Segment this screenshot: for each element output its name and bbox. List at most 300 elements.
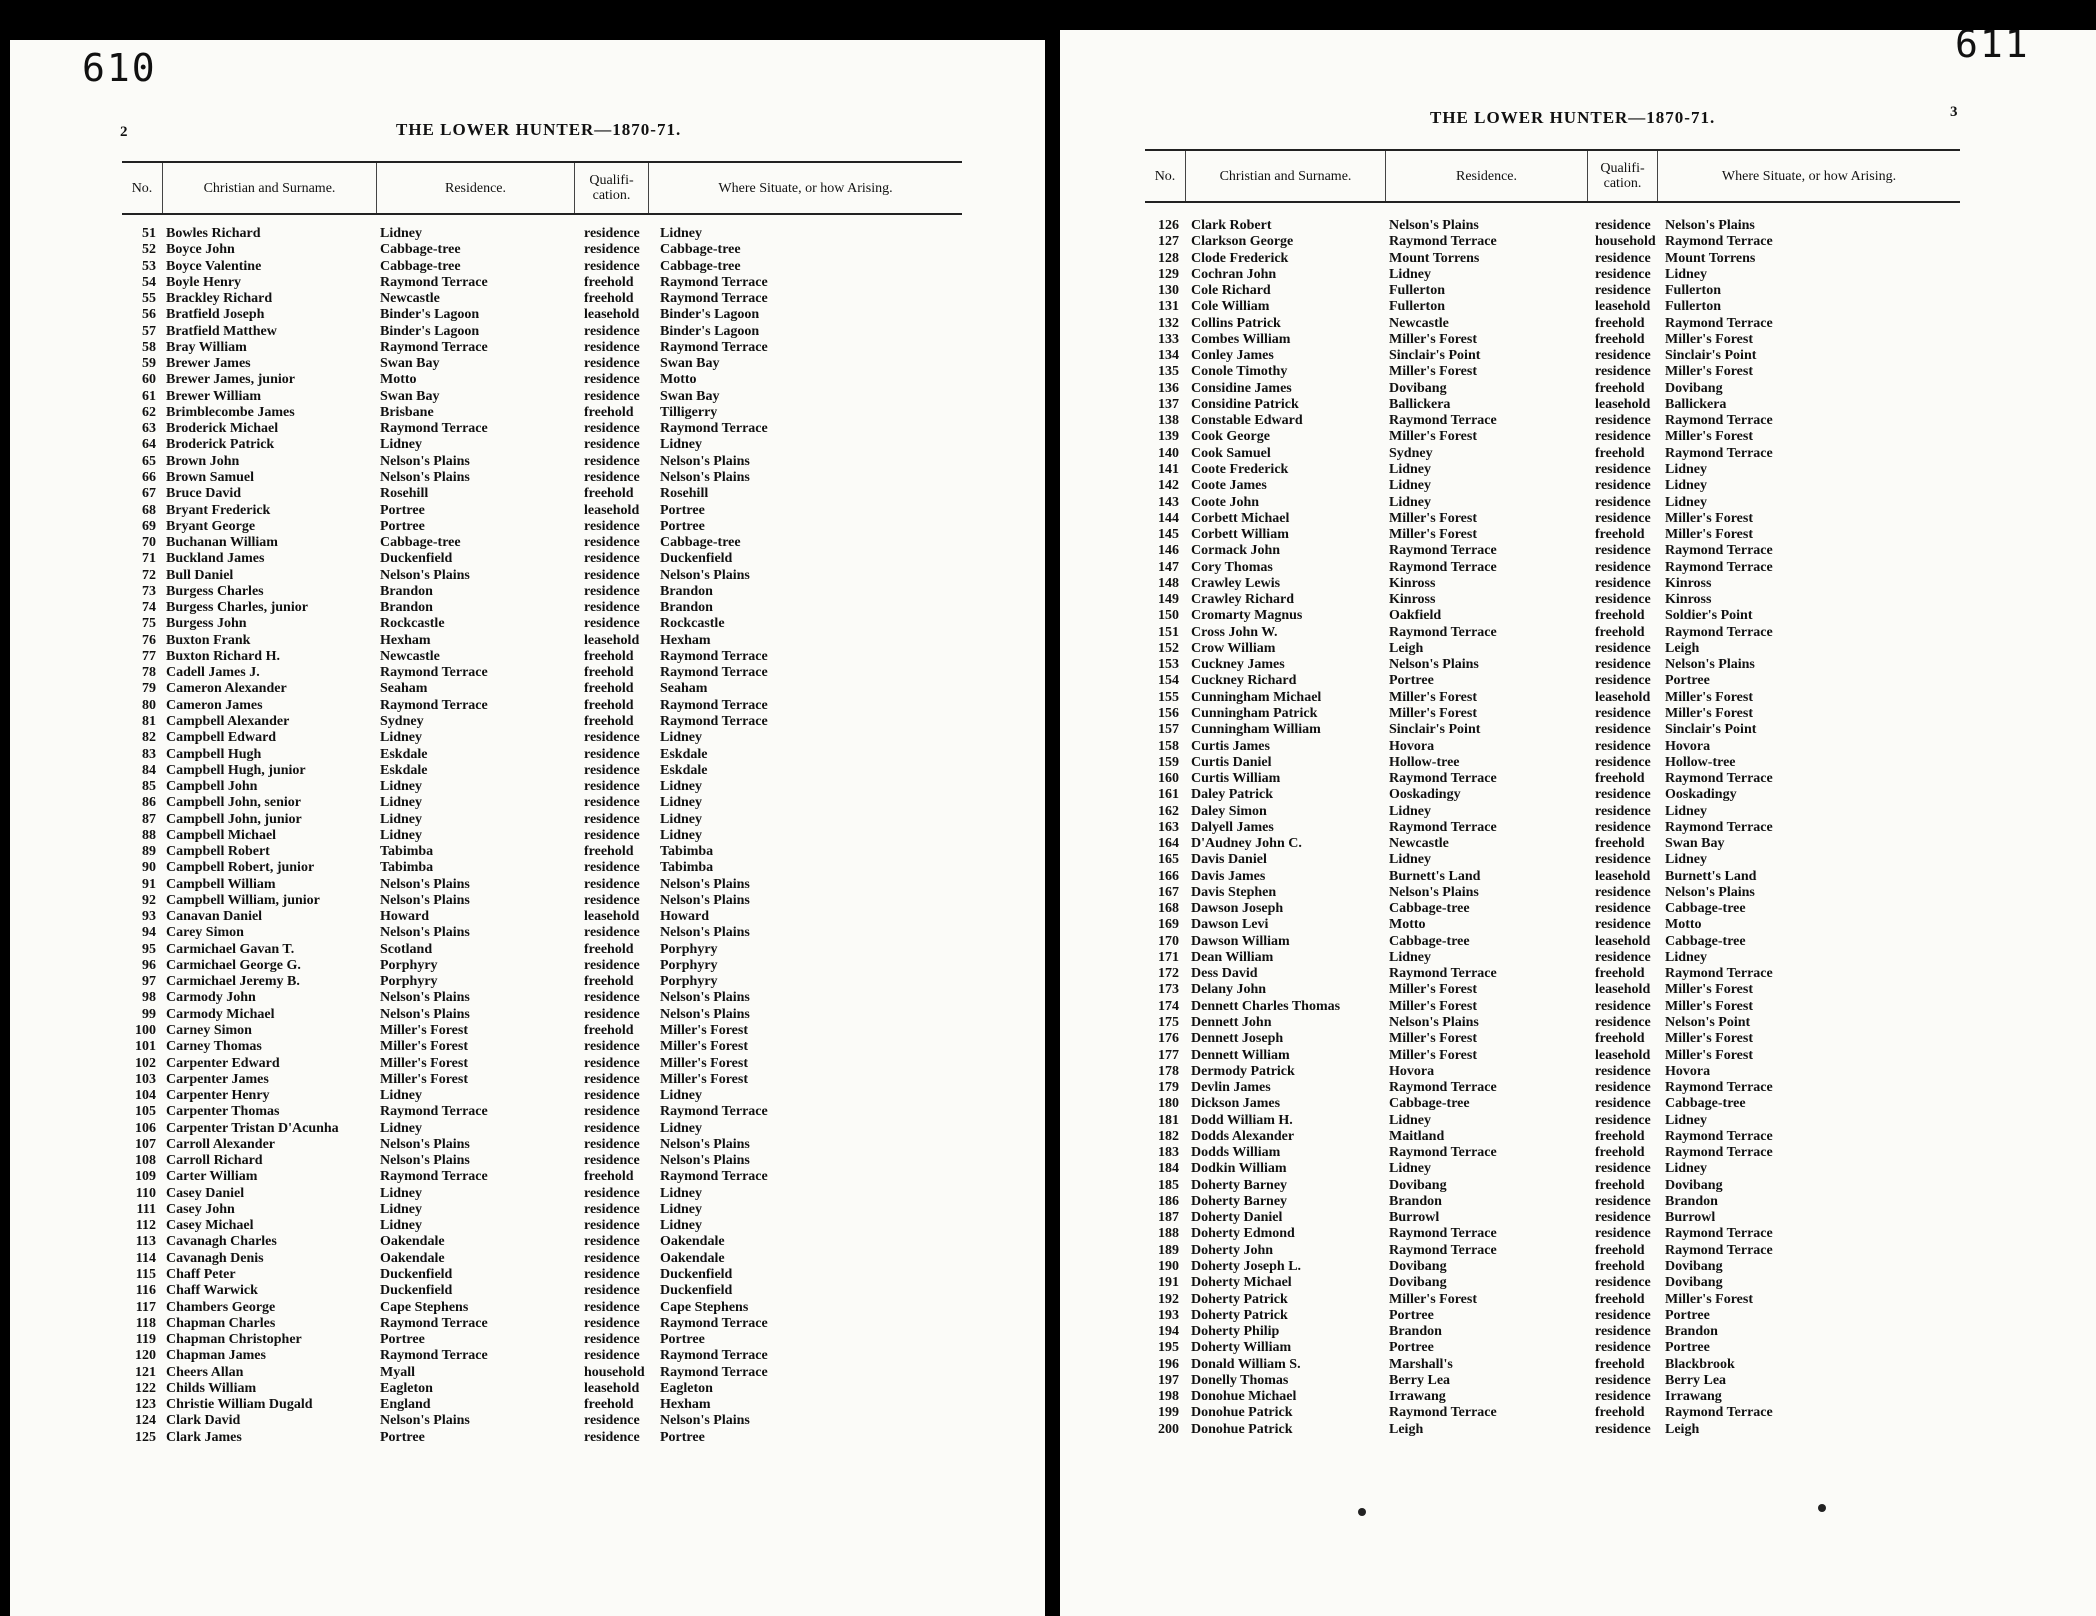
entry-where: Hollow-tree xyxy=(1665,754,1736,770)
entry-where: Ballickera xyxy=(1665,396,1727,412)
entry-name: Corbett William xyxy=(1191,527,1289,543)
entry-name: Chapman Christopher xyxy=(166,1332,302,1348)
table-row xyxy=(122,958,962,974)
entry-name: Brewer James, junior xyxy=(166,372,295,388)
entry-residence: Raymond Terrace xyxy=(1389,966,1497,982)
table-row xyxy=(1145,1048,1960,1064)
entry-where: Raymond Terrace xyxy=(660,1169,768,1185)
entry-qualification: freehold xyxy=(1595,331,1645,347)
entry-qualification: residence xyxy=(584,600,640,616)
entry-name: Casey John xyxy=(166,1201,235,1217)
entry-name: Daley Simon xyxy=(1191,803,1267,819)
entry-where: Burnett's Land xyxy=(1665,868,1757,884)
page-title: THE LOWER HUNTER—1870-71. xyxy=(396,120,682,139)
entry-residence: Nelson's Plains xyxy=(1389,884,1479,900)
entry-where: Raymond Terrace xyxy=(1665,413,1773,429)
entry-number: 90 xyxy=(142,860,156,876)
entry-name: Doherty Barney xyxy=(1191,1177,1288,1193)
table-header xyxy=(1145,149,1960,203)
entry-residence: Lidney xyxy=(380,1185,423,1201)
entry-where: Dovibang xyxy=(1665,1177,1723,1193)
entry-name: Canavan Daniel xyxy=(166,909,263,925)
table-row xyxy=(122,1332,962,1348)
entry-where: Nelson's Plains xyxy=(660,1136,750,1152)
entry-qualification: residence xyxy=(1595,510,1651,526)
entry-number: 193 xyxy=(1158,1307,1179,1323)
entry-qualification: freehold xyxy=(584,681,634,697)
entry-name: Dess David xyxy=(1191,966,1258,982)
entry-qualification: freehold xyxy=(584,648,634,664)
entry-where: Porphyry xyxy=(660,974,718,990)
entry-residence: Tabimba xyxy=(380,860,434,876)
entry-number: 119 xyxy=(135,1332,156,1348)
entry-where: Miller's Forest xyxy=(660,1071,748,1087)
entry-name: Campbell William, junior xyxy=(166,892,320,908)
entry-number: 91 xyxy=(142,876,156,892)
table-row xyxy=(1145,901,1960,917)
entry-number: 110 xyxy=(135,1185,156,1201)
entry-number: 197 xyxy=(1158,1372,1179,1388)
entry-number: 73 xyxy=(142,583,156,599)
entry-residence: Scotland xyxy=(380,941,433,957)
entry-number: 166 xyxy=(1158,868,1179,884)
entry-number: 107 xyxy=(135,1136,156,1152)
entry-name: Combes William xyxy=(1191,331,1291,347)
entry-residence: Lidney xyxy=(380,1088,423,1104)
entry-number: 74 xyxy=(142,600,156,616)
entry-name: Doherty Edmond xyxy=(1191,1226,1295,1242)
entry-number: 80 xyxy=(142,697,156,713)
entry-residence: Rosehill xyxy=(380,486,429,502)
entry-where: Lidney xyxy=(660,730,703,746)
entry-number: 138 xyxy=(1158,413,1179,429)
entry-name: Buchanan William xyxy=(166,535,278,551)
entry-number: 133 xyxy=(1158,331,1179,347)
entry-name: Boyce Valentine xyxy=(166,258,262,274)
table-row xyxy=(1145,950,1960,966)
entry-residence: Miller's Forest xyxy=(380,1023,468,1039)
entry-name: Cunningham Michael xyxy=(1191,689,1322,705)
entry-qualification: freehold xyxy=(584,665,634,681)
entry-name: Carmichael Gavan T. xyxy=(166,941,295,957)
entry-where: Brandon xyxy=(660,583,713,599)
entry-residence: Eskdale xyxy=(380,762,428,778)
entry-where: Raymond Terrace xyxy=(660,421,768,437)
table-row xyxy=(122,763,962,779)
entry-qualification: residence xyxy=(1595,673,1651,689)
entry-where: Cabbage-tree xyxy=(660,242,741,258)
entry-number: 63 xyxy=(142,421,156,437)
entry-where: Lidney xyxy=(1665,494,1708,510)
entry-where: Raymond Terrace xyxy=(1665,234,1773,250)
entry-where: Miller's Forest xyxy=(1665,364,1753,380)
entry-name: Campbell John, senior xyxy=(166,795,301,811)
table-row xyxy=(1145,804,1960,820)
entry-number: 168 xyxy=(1158,901,1179,917)
entry-residence: Lidney xyxy=(380,226,423,241)
entry-number: 174 xyxy=(1158,998,1179,1014)
entry-name: Donohue Patrick xyxy=(1191,1405,1293,1421)
entry-qualification: residence xyxy=(1595,884,1651,900)
entry-number: 141 xyxy=(1158,461,1179,477)
entry-residence: Miller's Forest xyxy=(1389,429,1477,445)
entry-where: Porphyry xyxy=(660,941,718,957)
entry-name: Campbell William xyxy=(166,876,276,892)
entry-name: Doherty Joseph L. xyxy=(1191,1259,1302,1274)
table-row xyxy=(122,1169,962,1185)
entry-number: 81 xyxy=(142,713,156,729)
entry-name: Bratfield Joseph xyxy=(166,307,265,323)
entry-residence: Myall xyxy=(380,1364,415,1380)
table-row xyxy=(1145,251,1960,267)
entry-name: Christie William Dugald xyxy=(166,1397,313,1413)
entry-residence: Miller's Forest xyxy=(1389,364,1477,380)
entry-qualification: residence xyxy=(1595,1112,1651,1128)
entry-number: 180 xyxy=(1158,1096,1179,1112)
entry-where: Cabbage-tree xyxy=(660,535,741,551)
entry-qualification: residence xyxy=(584,795,640,811)
entry-residence: Sinclair's Point xyxy=(1389,722,1481,738)
entry-number: 156 xyxy=(1158,705,1179,721)
entry-residence: Kinross xyxy=(1389,592,1436,608)
entry-qualification: freehold xyxy=(584,404,634,420)
entry-name: Carpenter James xyxy=(166,1071,269,1087)
entry-residence: Oakfield xyxy=(1389,608,1442,624)
entry-residence: Raymond Terrace xyxy=(1389,1405,1497,1421)
table-row xyxy=(122,259,962,275)
entry-where: Nelson's Point xyxy=(1665,1015,1751,1031)
entry-name: Chaff Warwick xyxy=(166,1283,258,1299)
entry-where: Kinross xyxy=(1665,592,1712,608)
table-row xyxy=(1145,787,1960,803)
entry-residence: Seaham xyxy=(380,681,428,697)
entry-where: Miller's Forest xyxy=(660,1055,748,1071)
entry-where: Raymond Terrace xyxy=(660,339,768,355)
entry-number: 137 xyxy=(1158,396,1179,412)
entry-qualification: household xyxy=(1595,234,1656,250)
entry-number: 187 xyxy=(1158,1210,1179,1226)
entry-name: Bowles Richard xyxy=(166,226,261,241)
entry-where: Portree xyxy=(660,518,705,534)
ink-dot xyxy=(1818,1504,1826,1512)
entry-where: Raymond Terrace xyxy=(1665,966,1773,982)
entry-where: Fullerton xyxy=(1665,283,1721,299)
entry-qualification: residence xyxy=(1595,1340,1651,1356)
table-row xyxy=(1145,1275,1960,1291)
entry-name: Dodkin William xyxy=(1191,1161,1287,1177)
entry-residence: Oakendale xyxy=(380,1234,445,1250)
entry-name: Dennett John xyxy=(1191,1015,1272,1031)
entry-where: Ooskadingy xyxy=(1665,787,1737,803)
entry-qualification: residence xyxy=(1595,998,1651,1014)
table-row xyxy=(1145,316,1960,332)
entry-number: 192 xyxy=(1158,1291,1179,1307)
table-row xyxy=(122,665,962,681)
table-row xyxy=(122,828,962,844)
entry-number: 150 xyxy=(1158,608,1179,624)
entry-residence: Newcastle xyxy=(1389,315,1449,331)
entry-name: Coote John xyxy=(1191,494,1260,510)
table-row xyxy=(1145,1113,1960,1129)
entry-residence: Raymond Terrace xyxy=(380,665,488,681)
entry-where: Nelson's Plains xyxy=(660,990,750,1006)
entry-residence: Miller's Forest xyxy=(1389,1047,1477,1063)
entry-where: Cabbage-tree xyxy=(660,258,741,274)
entry-number: 123 xyxy=(135,1397,156,1413)
entry-number: 55 xyxy=(142,291,156,307)
table-row xyxy=(122,877,962,893)
entry-qualification: residence xyxy=(584,957,640,973)
entry-qualification: residence xyxy=(1595,803,1651,819)
entry-name: Cormack John xyxy=(1191,543,1281,559)
table-row xyxy=(122,1072,962,1088)
table-row xyxy=(122,372,962,388)
table-row xyxy=(1145,348,1960,364)
entry-qualification: freehold xyxy=(584,844,634,860)
entry-where: Miller's Forest xyxy=(1665,1291,1753,1307)
entry-residence: Binder's Lagoon xyxy=(380,323,480,339)
entry-where: Nelson's Plains xyxy=(660,1153,750,1169)
entry-qualification: leasehold xyxy=(584,502,640,518)
entry-residence: Raymond Terrace xyxy=(1389,771,1497,787)
entry-residence: Nelson's Plains xyxy=(380,567,470,583)
entry-residence: Miller's Forest xyxy=(380,1055,468,1071)
entry-qualification: residence xyxy=(1595,364,1651,380)
entry-qualification: freehold xyxy=(1595,380,1645,396)
entry-residence: Miller's Forest xyxy=(1389,689,1477,705)
table-row xyxy=(122,1153,962,1169)
entry-qualification: residence xyxy=(584,437,640,453)
entry-number: 76 xyxy=(142,632,156,648)
entry-residence: Lidney xyxy=(380,1201,423,1217)
entry-name: Dodds Alexander xyxy=(1191,1128,1295,1144)
table-row xyxy=(122,1137,962,1153)
table-row xyxy=(122,909,962,925)
entry-where: Rockcastle xyxy=(660,616,725,632)
entry-qualification: freehold xyxy=(1595,1356,1645,1372)
entry-number: 175 xyxy=(1158,1015,1179,1031)
entry-residence: Swan Bay xyxy=(380,388,440,404)
table-row xyxy=(122,242,962,258)
entry-number: 189 xyxy=(1158,1242,1179,1258)
entry-qualification: leasehold xyxy=(1595,1047,1651,1063)
entry-qualification: residence xyxy=(584,746,640,762)
entry-qualification: residence xyxy=(1595,754,1651,770)
entry-qualification: residence xyxy=(584,1120,640,1136)
entry-where: Raymond Terrace xyxy=(1665,819,1773,835)
entry-qualification: residence xyxy=(1595,1226,1651,1242)
table-row xyxy=(122,925,962,941)
entry-residence: Duckenfield xyxy=(380,1267,453,1282)
entry-where: Sinclair's Point xyxy=(1665,722,1757,738)
entry-name: Buxton Richard H. xyxy=(166,648,280,664)
entry-where: Leigh xyxy=(1665,640,1700,656)
table-row xyxy=(122,486,962,502)
entry-qualification: residence xyxy=(1595,559,1651,575)
entry-name: Cavanagh Denis xyxy=(166,1250,264,1266)
entry-qualification: residence xyxy=(1595,1389,1651,1405)
entry-residence: Raymond Terrace xyxy=(1389,1242,1497,1258)
entry-residence: Cabbage-tree xyxy=(380,258,461,274)
entry-residence: Fullerton xyxy=(1389,299,1445,315)
entry-number: 155 xyxy=(1158,689,1179,705)
entry-residence: Ooskadingy xyxy=(1389,787,1461,803)
entry-number: 112 xyxy=(135,1218,156,1234)
entry-where: Leigh xyxy=(1665,1421,1700,1437)
entry-residence: Kinross xyxy=(1389,575,1436,591)
entry-qualification: residence xyxy=(1595,852,1651,868)
entry-residence: Lidney xyxy=(380,779,423,795)
entry-name: Cross John W. xyxy=(1191,624,1278,640)
entry-number: 140 xyxy=(1158,445,1179,461)
entry-name: Doherty Patrick xyxy=(1191,1291,1288,1307)
entry-residence: Dovibang xyxy=(1389,380,1447,396)
table-row xyxy=(1145,852,1960,868)
entry-residence: Cabbage-tree xyxy=(380,535,461,551)
entry-residence: Lidney xyxy=(1389,1161,1432,1177)
entry-residence: Nelson's Plains xyxy=(380,876,470,892)
entry-residence: Newcastle xyxy=(380,291,440,307)
entry-name: Doherty William xyxy=(1191,1340,1292,1356)
entry-qualification: leasehold xyxy=(1595,933,1651,949)
entry-residence: Miller's Forest xyxy=(1389,705,1477,721)
entry-residence: Miller's Forest xyxy=(1389,1291,1477,1307)
entry-qualification: residence xyxy=(1595,1161,1651,1177)
entry-residence: Nelson's Plains xyxy=(380,892,470,908)
entry-qualification: leasehold xyxy=(1595,299,1651,315)
entry-residence: Lidney xyxy=(1389,1112,1432,1128)
entry-where: Raymond Terrace xyxy=(660,665,768,681)
entry-name: Carmichael Jeremy B. xyxy=(166,974,300,990)
entry-residence: Cape Stephens xyxy=(380,1299,469,1315)
entry-residence: Newcastle xyxy=(1389,836,1449,852)
entry-qualification: residence xyxy=(1595,543,1651,559)
entry-number: 132 xyxy=(1158,315,1179,331)
table-row xyxy=(1145,446,1960,462)
entry-number: 190 xyxy=(1158,1259,1179,1274)
entry-qualification: leasehold xyxy=(1595,868,1651,884)
entry-qualification: freehold xyxy=(1595,1242,1645,1258)
entry-name: Doherty John xyxy=(1191,1242,1274,1258)
entry-residence: Berry Lea xyxy=(1389,1372,1451,1388)
entry-name: Crawley Richard xyxy=(1191,592,1295,608)
entry-where: Raymond Terrace xyxy=(1665,1405,1773,1421)
entry-number: 163 xyxy=(1158,819,1179,835)
entry-qualification: freehold xyxy=(1595,608,1645,624)
entry-name: Cole Richard xyxy=(1191,283,1271,299)
entry-name: Dennett William xyxy=(1191,1047,1290,1063)
entry-name: Brewer William xyxy=(166,388,262,404)
entry-residence: Hexham xyxy=(380,632,431,648)
entry-qualification: residence xyxy=(1595,1372,1651,1388)
entry-residence: Sydney xyxy=(1389,445,1433,461)
table-row xyxy=(1145,364,1960,380)
table-row xyxy=(122,405,962,421)
entry-where: Portree xyxy=(1665,673,1710,689)
entry-where: Raymond Terrace xyxy=(660,1364,768,1380)
entry-name: Bray William xyxy=(166,339,247,355)
signature-mark: 2 xyxy=(120,124,128,140)
entry-name: Cheers Allan xyxy=(166,1364,244,1380)
entry-residence: Brandon xyxy=(1389,1324,1442,1340)
table-row xyxy=(1145,332,1960,348)
entry-name: Burgess John xyxy=(166,616,247,632)
entry-name: Casey Daniel xyxy=(166,1185,245,1201)
entry-name: Campbell Hugh xyxy=(166,746,262,762)
entry-name: Davis Stephen xyxy=(1191,884,1277,900)
entry-number: 145 xyxy=(1158,527,1179,543)
entry-name: Dodds William xyxy=(1191,1145,1281,1161)
entry-qualification: leasehold xyxy=(1595,396,1651,412)
entry-where: Lidney xyxy=(660,779,703,795)
entry-residence: Eagleton xyxy=(380,1380,433,1396)
table-row xyxy=(122,291,962,307)
entry-qualification: residence xyxy=(584,1348,640,1364)
entry-name: Coote James xyxy=(1191,478,1267,494)
table-row xyxy=(1145,1422,1960,1438)
entry-number: 61 xyxy=(142,388,156,404)
entry-qualification: residence xyxy=(1595,705,1651,721)
table-row xyxy=(1145,1226,1960,1242)
table-row xyxy=(1145,1405,1960,1421)
table-row xyxy=(122,1218,962,1234)
entry-residence: Hollow-tree xyxy=(1389,754,1460,770)
entry-name: Coote Frederick xyxy=(1191,461,1289,477)
entry-number: 167 xyxy=(1158,884,1179,900)
entry-where: Lidney xyxy=(1665,478,1708,494)
entry-number: 188 xyxy=(1158,1226,1179,1242)
table-row xyxy=(122,584,962,600)
entry-name: Dennett Joseph xyxy=(1191,1031,1284,1047)
entry-residence: Lidney xyxy=(1389,478,1432,494)
entry-residence: Cabbage-tree xyxy=(1389,1096,1470,1112)
entry-name: Devlin James xyxy=(1191,1080,1271,1096)
entry-number: 146 xyxy=(1158,543,1179,559)
table-row xyxy=(122,844,962,860)
entry-name: Cameron Alexander xyxy=(166,681,287,697)
entry-qualification: freehold xyxy=(584,1397,634,1413)
entry-name: Dawson William xyxy=(1191,933,1290,949)
entry-qualification: freehold xyxy=(1595,624,1645,640)
entry-number: 179 xyxy=(1158,1080,1179,1096)
entry-name: Collins Patrick xyxy=(1191,315,1281,331)
entry-number: 93 xyxy=(142,909,156,925)
table-row xyxy=(1145,706,1960,722)
entry-where: Dovibang xyxy=(1665,380,1723,396)
table-row xyxy=(1145,608,1960,624)
entry-name: Clarkson George xyxy=(1191,234,1294,250)
entry-qualification: residence xyxy=(584,811,640,827)
entry-residence: Nelson's Plains xyxy=(380,1153,470,1169)
entry-number: 169 xyxy=(1158,917,1179,933)
entry-name: Carney Simon xyxy=(166,1023,252,1039)
table-row xyxy=(122,503,962,519)
entry-residence: Raymond Terrace xyxy=(1389,234,1497,250)
entry-name: Carroll Richard xyxy=(166,1153,263,1169)
entry-qualification: residence xyxy=(1595,283,1651,299)
entry-number: 85 xyxy=(142,779,156,795)
entry-where: Raymond Terrace xyxy=(1665,559,1773,575)
table-row xyxy=(1145,625,1960,641)
entry-residence: Miller's Forest xyxy=(1389,982,1477,998)
entry-number: 131 xyxy=(1158,299,1179,315)
entry-qualification: freehold xyxy=(1595,1177,1645,1193)
entry-where: Raymond Terrace xyxy=(660,1315,768,1331)
entry-residence: Raymond Terrace xyxy=(1389,819,1497,835)
table-row xyxy=(1145,1015,1960,1031)
entry-where: Blackbrook xyxy=(1665,1356,1735,1372)
table-row xyxy=(122,1056,962,1072)
